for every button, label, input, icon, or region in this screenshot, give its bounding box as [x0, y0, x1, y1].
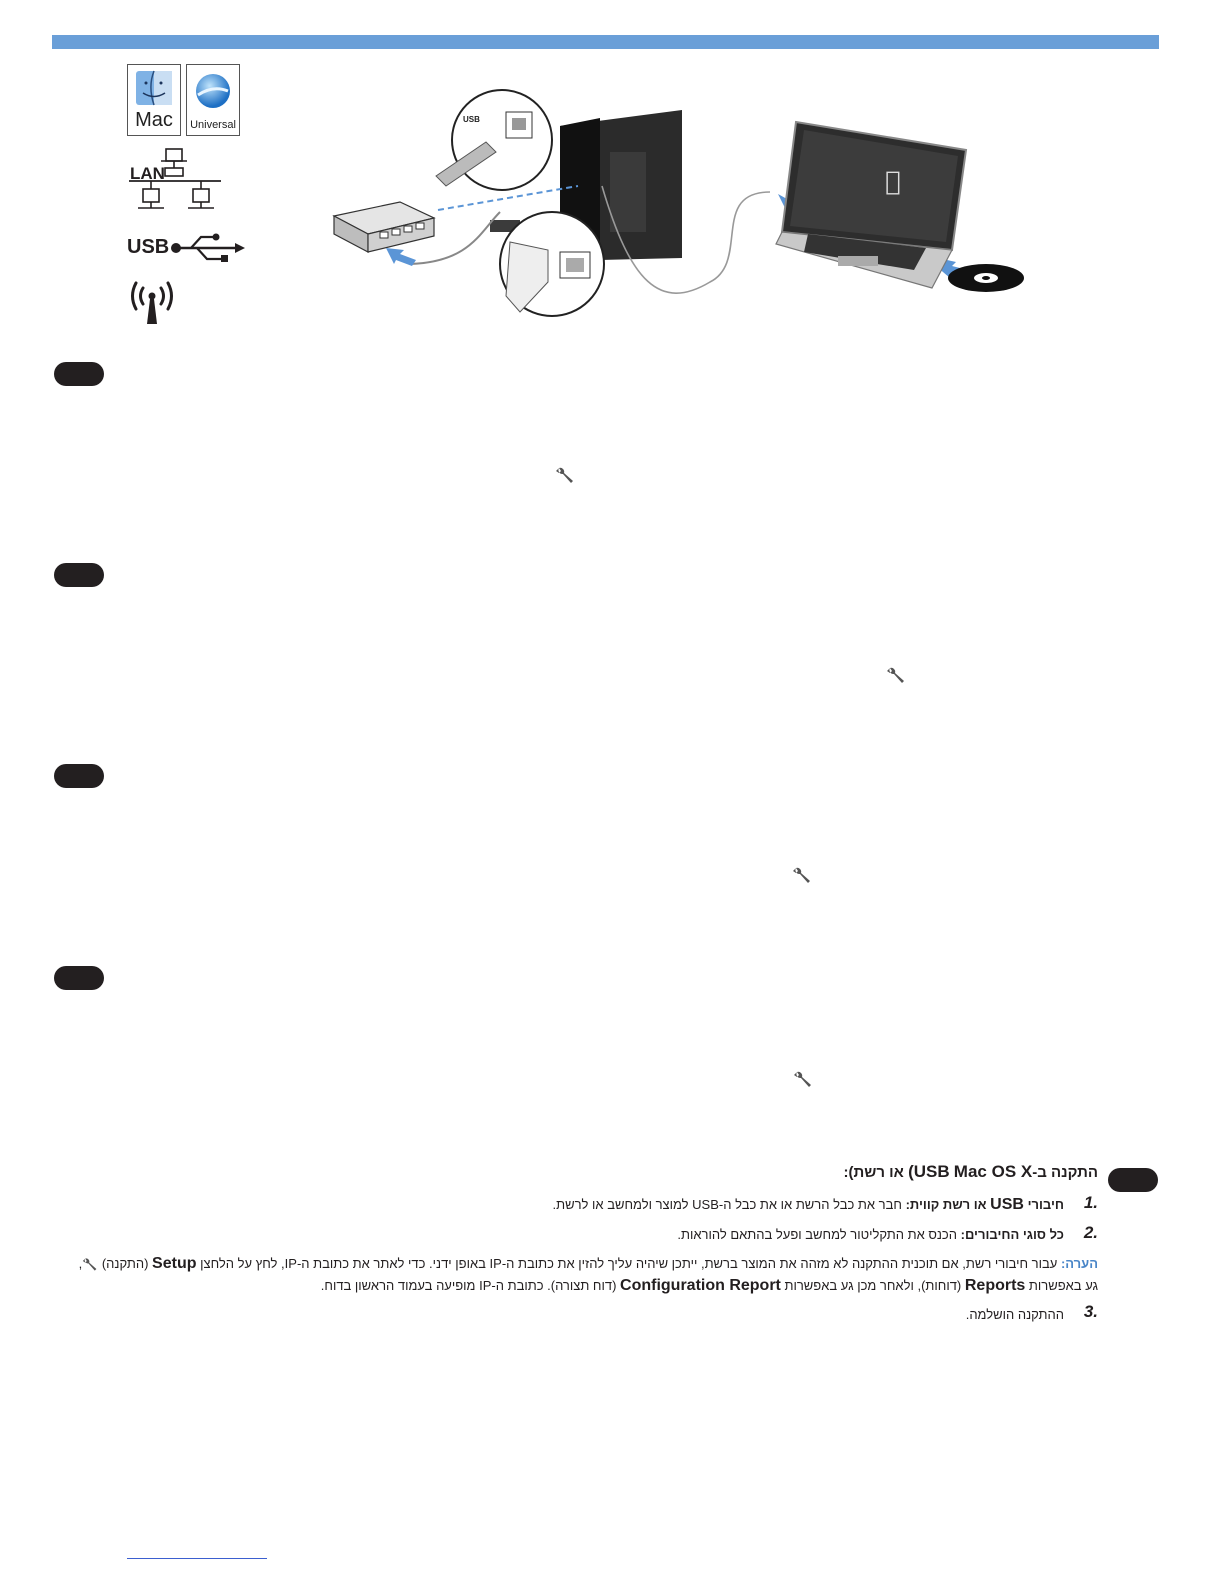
language-tab-pill — [54, 966, 104, 990]
reports-term: Reports — [964, 1277, 1026, 1294]
note-line-2-end: (דוח תצורה). כתובת ה-IP מופיעה בעמוד הראשון בדוח. — [320, 1278, 621, 1293]
language-tab-pill — [54, 563, 104, 587]
wrench-icon — [555, 466, 575, 486]
wrench-icon — [793, 1070, 813, 1090]
top-accent-bar — [52, 35, 1159, 49]
wrench-icon — [886, 666, 906, 686]
universal-label: Universal — [190, 119, 236, 131]
usb-trident-icon — [169, 232, 249, 266]
step-1-number: 1. — [1083, 1193, 1098, 1212]
step-2-body: הכנס את התקליטור למחשב ופעל בהתאם להוראות. — [677, 1227, 961, 1242]
step-1-body: חבר את כבל הרשת או את כבל ה-USB למוצר ולמחשב או לרשת. — [552, 1197, 906, 1212]
note-line-2-mid: (דוחות), ולאחר מכן גע באפשרות — [780, 1278, 965, 1293]
svg-text: — [885, 167, 901, 197]
heading-os: Mac OS X — [953, 1162, 1033, 1181]
network-router-image — [334, 202, 434, 252]
footer-rule — [127, 1558, 267, 1559]
step-2-text — [677, 1227, 1064, 1242]
lan-network-icon — [127, 148, 227, 223]
step-1-bold-a: חיבורי — [1023, 1197, 1064, 1212]
heading-paren-usb: (USB — [908, 1162, 950, 1181]
setup-term: Setup — [152, 1255, 197, 1272]
lan-label: LAN — [130, 164, 165, 183]
laptop-image — [776, 122, 966, 288]
note-line-1 — [79, 1255, 1098, 1273]
note-text-1: עבור חיבורי רשת, אם תוכנית ההתקנה לא מזהה את המוצר ברשת, ייתכן שיהיה עליך להזין את כתובת ה-IP באופן ידני. כדי לאתר את כתובת ה-IP, לחץ על הלחצן — [196, 1256, 1061, 1271]
connection-illustration — [330, 82, 1030, 330]
step-3-text: ההתקנה הושלמה. — [965, 1307, 1064, 1322]
wrench-icon — [792, 866, 812, 886]
step-1-text — [553, 1196, 1064, 1214]
note-line-2-start: גע באפשרות — [1025, 1278, 1098, 1293]
install-heading — [843, 1162, 1098, 1182]
step-2-number: 2. — [1083, 1223, 1098, 1242]
language-tab-pill — [54, 764, 104, 788]
universal-icon — [186, 64, 240, 136]
mac-finder-icon — [128, 65, 180, 115]
heading-prefix: התקנה ב- — [1032, 1164, 1098, 1181]
universal-sphere-icon — [187, 65, 239, 115]
mac-os-icon — [127, 64, 181, 136]
note-label: הערה: — [1060, 1256, 1098, 1271]
heading-suffix: או רשת): — [843, 1164, 909, 1181]
wrench-icon — [82, 1257, 98, 1273]
note-line-2 — [321, 1277, 1098, 1295]
step-2-bold: כל סוגי החיבורים: — [960, 1227, 1064, 1242]
note-line-1-end: , — [78, 1256, 83, 1271]
usb-label: USB — [127, 236, 170, 258]
mac-label: Mac — [135, 109, 173, 131]
language-tab-pill — [54, 362, 104, 386]
step-1-bold-b: או רשת קווית: — [905, 1197, 991, 1212]
configuration-report-term: Configuration Report — [620, 1277, 781, 1294]
svg-text:USB: USB — [463, 115, 480, 124]
step-3-number: 3. — [1083, 1302, 1098, 1321]
software-cd-image — [948, 264, 1024, 292]
note-setup-paren: (התקנה) — [98, 1256, 153, 1271]
language-tab-pill-hebrew — [1108, 1168, 1158, 1192]
wireless-icon — [130, 280, 174, 331]
step-1-bold-usb: USB — [990, 1196, 1024, 1213]
